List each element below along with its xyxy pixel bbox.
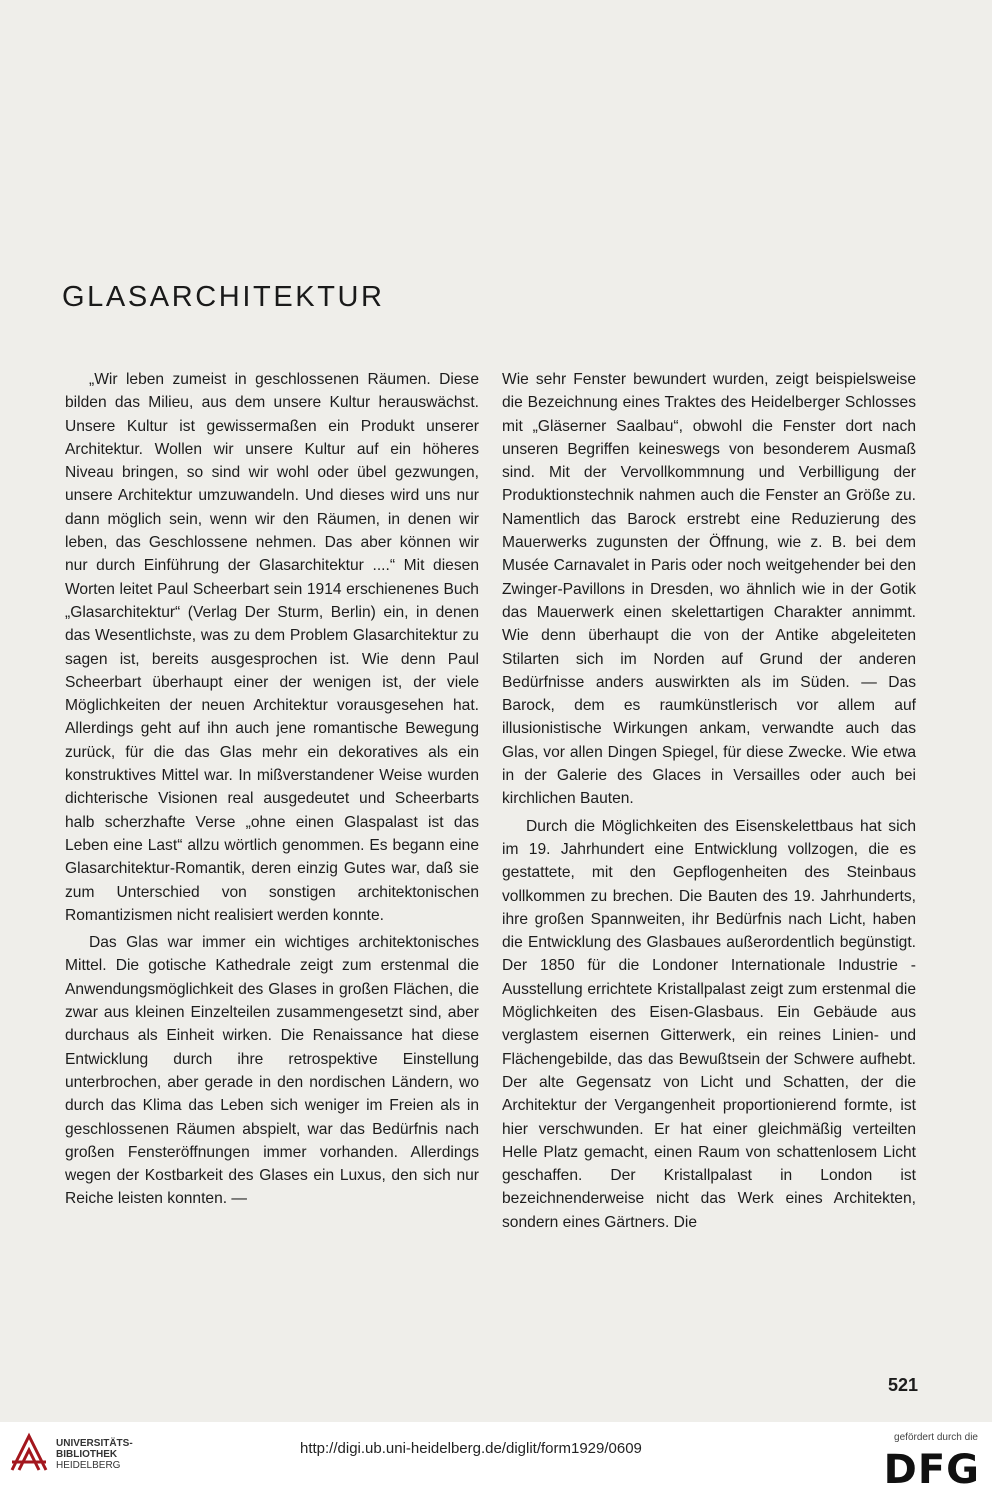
- page-number: 521: [887, 1375, 918, 1395]
- paragraph: „Wir leben zumeist in geschlossenen Räumen. Diese bilden das Milieu, aus dem unsere Kultur herauswächst. Unsere Kultur ist gewissermaßen ein Produkt unserer Architektur. Wollen wir unsere Kultur auf ein höheres Niveau bringen, so sind wir wohl oder übel gezwungen, unsere Architektur umzuwandeln. Und dieses wird uns nur dann möglich sein, wenn wir den Räumen, in denen wir leben, das Geschlossene nehmen. Das aber können wir nur durch Einführung der Glasarchitektur ....“ Mit diesen Worten leitet Paul Scheerbart sein 1914 erschienenes Buch „Glasarchitektur“ (Verlag Der Sturm, Berlin) ein, in denen das Wesentlichste, was zu dem Problem Glasarchitektur zu sagen ist, bereits ausgesprochen ist. Wie denn Paul Scheerbart überhaupt einer der wenigen ist, der viele Möglichkeiten der neuen Architektur vorausgesehen hat. Allerdings geht auf ihn auch jene romantische Bewegung zurück, für die das Glas mehr ein dekoratives als ein konstruktives Mittel war. In mißverstandener Weise wurden dichterische Visionen real ausgedeutet und Scheerbarts halb scherzhafte Verse „ohne einen Glaspalast ist das Leben eine Last“ allzu wörtlich genommen. Es begann eine Glasarchitektur-Romantik, deren einzig Gutes war, daß sie zum Unterschied von sonstigen architektonischen Romantizismen nicht realisiert werden konnte.: [65, 371, 479, 924]
- paragraph: Wie sehr Fenster bewundert wurden, zeigt beispielsweise die Bezeichnung eines Traktes des Heidelberger Schlosses mit „Gläserner Saalbau“, obwohl die Fenster dort nach unseren Begriffen keineswegs von besonderem Ausmaß sind. Mit der Vervollkommnung und Verbilligung der Produktionstechnik nahmen auch die Fenster an Größe zu. Namentlich das Barock erstrebt eine Reduzierung des Mauerwerks zugunsten der Öffnung, wie z. B. bei dem Musée Carnavalet in Paris oder noch weitgehender bei den Zwinger-Pavillons in Dresden, wo ähnlich wie in der Gotik das Mauerwerk einen skelettartigen Charakter annimmt. Wie denn überhaupt die von der Antike abgeleiteten Stilarten sich im Norden auf Grund der anderen Bedürfnisse anders auswirkten als im Süden. — Das Barock, dem es raumkünstlerisch vor allem auf illusionistische Wirkungen ankam, verwandte auch das Glas, vor allen Dingen Spiegel, für diese Zwecke. Wie etwa in der Galerie des Glaces in Versailles oder auch bei kirchlichen Bauten.: [502, 371, 916, 808]
- left-column: [65, 368, 479, 1211]
- funding-note: gefördert durch die: [894, 1432, 978, 1443]
- library-name: UNIVERSITÄTS- BIBLIOTHEK HEIDELBERG: [56, 1438, 133, 1471]
- paragraph: Das Glas war immer ein wichtiges architektonisches Mittel. Die gotische Kathedrale zeigt zum erstenmal die Anwendungsmöglichkeit des Glases in großen Flächen, die zwar aus kleinen Einzelteilen zusammengesetzt sind, aber durchaus als Einheit wirken. Die Renaissance hat diese Entwicklung durch ihre retrospektive Einstellung unterbrochen, aber gerade in den nordischen Ländern, wo durch das Klima das Leben sich weniger im Freien als in geschlossenen Räumen abspielt, war das Bedürfnis nach großen Fensteröffnungen immer vorhanden. Allerdings wegen der Kostbarkeit des Glases ein Luxus, den sich nur Reiche leisten konnten. —: [65, 934, 479, 1208]
- source-url-link[interactable]: http://digi.ub.uni-heidelberg.de/diglit/form1929/0609: [300, 1440, 642, 1457]
- article-title: GLASARCHITEKTUR: [62, 281, 385, 314]
- dfg-logo: DFG: [883, 1447, 980, 1493]
- footer-bar: [0, 1422, 992, 1496]
- library-logo-icon: [8, 1432, 50, 1474]
- right-column: [502, 368, 916, 1234]
- paragraph: Durch die Möglichkeiten des Eisenskelettbaus hat sich im 19. Jahrhundert eine Entwicklung vollzogen, die es gestattete, mit den Gepflogenheiten des Steinbaus vollkommen zu brechen. Die Bauten des 19. Jahrhunderts, ihre großen Spannweiten, ihr Bedürfnis nach Licht, haben die Entwicklung des Glasbaues außerordentlich begünstigt. Der 1850 für die Londoner Internationale Industrie - Ausstellung errichtete Kristallpalast zeigt zum erstenmal die Möglichkeiten des Eisen-Glasbaus. Ein Gebäude aus verglastem eisernen Gitterwerk, ein reines Linien- und Flächengebilde, das das Bewußtsein der Schwere aufhebt. Der alte Gegensatz von Licht und Schatten, der die Architektur der Vergangenheit proportionierend formte, ist hier verschwunden. Er hat einer gleichmäßig verteilten Helle Platz gemacht, einen Raum von schattenlosem Licht geschaffen. Der Kristallpalast in London ist bezeichnenderweise nicht das Werk eines Architekten, sondern eines Gärtners. Die: [502, 817, 916, 1231]
